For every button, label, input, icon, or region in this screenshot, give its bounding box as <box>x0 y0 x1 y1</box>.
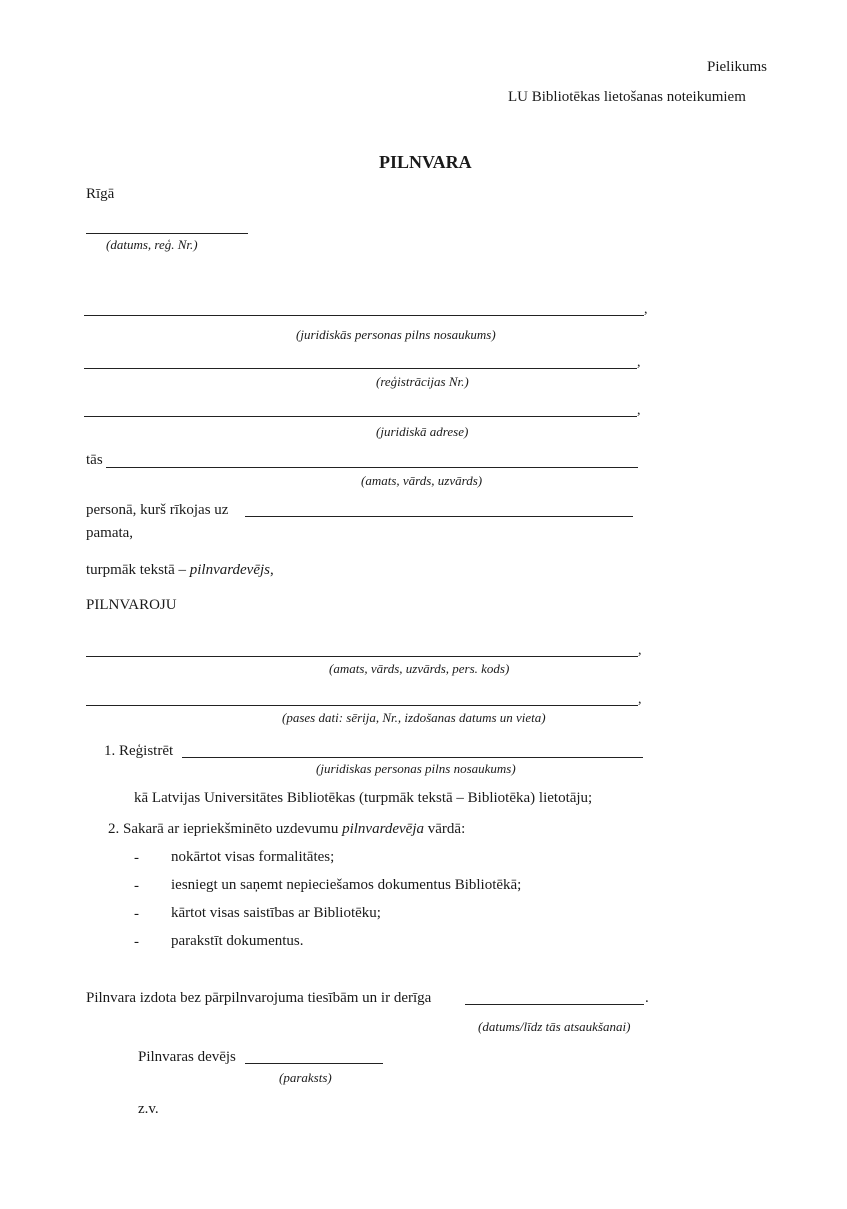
comma-mark: , <box>638 643 642 658</box>
item1-line <box>182 757 643 758</box>
city-label: Rīgā <box>86 186 115 202</box>
address-line <box>84 416 637 417</box>
document-title: PILNVARA <box>379 152 472 172</box>
signature-hint: (paraksts) <box>279 1070 332 1085</box>
item2-intro-em: pilnvardevēja <box>342 821 425 837</box>
item2-intro <box>108 822 465 837</box>
grantor-prefix: turpmāk tekstā – <box>86 562 190 578</box>
appendix-label: Pielikums <box>707 59 768 75</box>
date-hint: (datums, reģ. Nr.) <box>106 237 198 252</box>
tas-label: tās <box>86 452 103 468</box>
comma-mark: , <box>638 692 642 707</box>
item1-hint: (juridiskas personas pilns nosaukums) <box>316 761 516 776</box>
grantor-comma: , <box>270 562 274 578</box>
pamata-label: pamata, <box>86 525 134 541</box>
address-hint: (juridiskā adrese) <box>376 424 469 439</box>
comma-mark: , <box>637 403 641 418</box>
validity-line <box>465 1004 644 1005</box>
grantor-term: pilnvardevējs <box>189 562 270 578</box>
representative-line <box>106 467 638 468</box>
validity-hint: (datums/līdz tās atsaukšanai) <box>478 1019 631 1034</box>
item2-intro-pre: 2. Sakarā ar iepriekšminēto uzdevumu <box>108 821 343 837</box>
bullet-item: nokārtot visas formalitātes; <box>171 849 335 865</box>
bullet-item: kārtot visas saistības ar Bibliotēku; <box>171 905 381 921</box>
bullet-dash: - <box>134 934 139 950</box>
validity-text: Pilnvara izdota bez pārpilnvarojuma tiesībām un ir derīga <box>86 990 432 1006</box>
legal-name-hint: (juridiskās personas pilns nosaukums) <box>296 327 496 342</box>
authorized-person-line <box>86 656 638 657</box>
item1-label: 1. Reģistrēt <box>104 743 174 759</box>
item1-text: kā Latvijas Universitātes Bibliotēkas (turpmāk tekstā – Bibliotēka) lietotāju; <box>134 790 593 806</box>
passport-hint: (pases dati: sērija, Nr., izdošanas datums un vieta) <box>282 710 546 725</box>
legal-name-line <box>84 315 644 316</box>
bullet-dash: - <box>134 850 139 866</box>
giver-label: Pilnvaras devējs <box>138 1049 236 1065</box>
authorize-heading: PILNVAROJU <box>86 597 177 613</box>
reg-no-hint: (reģistrācijas Nr.) <box>376 374 469 389</box>
grantor-definition <box>86 563 274 578</box>
appendix-subtitle: LU Bibliotēkas lietošanas noteikumiem <box>508 89 746 105</box>
bullet-item: parakstīt dokumentus. <box>171 933 304 949</box>
reg-no-line <box>84 368 637 369</box>
comma-mark: , <box>637 355 641 370</box>
bullet-dash: - <box>134 878 139 894</box>
seal-mark: z.v. <box>138 1101 159 1117</box>
representative-hint: (amats, vārds, uzvārds) <box>361 473 483 488</box>
basis-line <box>245 516 633 517</box>
bullet-item: iesniegt un saņemt nepieciešamos dokumentus Bibliotēkā; <box>171 877 522 893</box>
comma-mark: , <box>644 302 648 317</box>
item2-intro-post: vārdā: <box>424 821 466 837</box>
passport-line <box>86 705 638 706</box>
persona-label: personā, kurš rīkojas uz <box>86 502 229 518</box>
signature-line <box>245 1063 383 1064</box>
validity-period: . <box>645 990 649 1006</box>
date-line <box>86 233 248 234</box>
bullet-dash: - <box>134 906 139 922</box>
authorized-person-hint: (amats, vārds, uzvārds, pers. kods) <box>329 661 510 676</box>
